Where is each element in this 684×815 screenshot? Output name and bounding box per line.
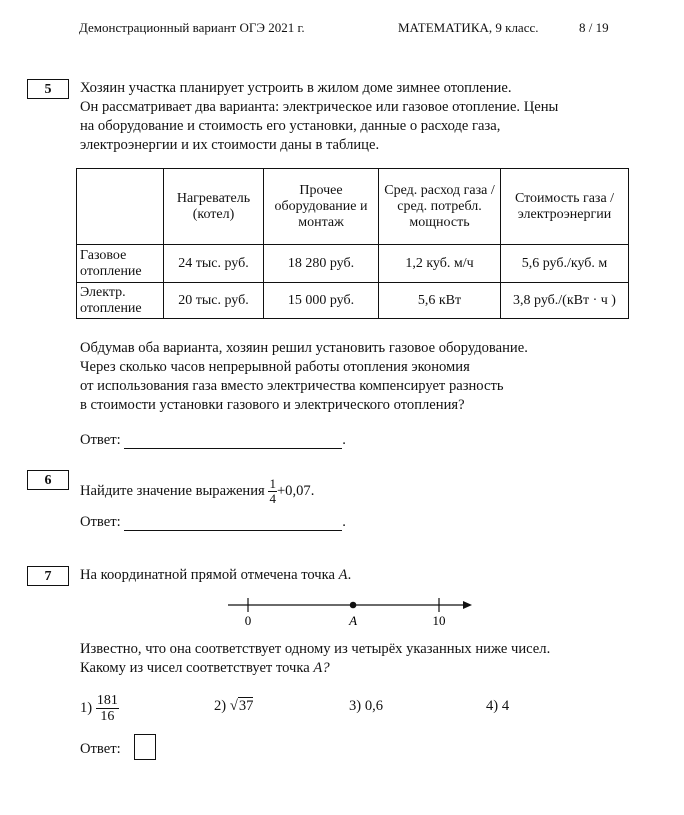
fraction-numerator: 1 xyxy=(269,476,276,492)
table-header-cell: Прочее оборудование и монтаж xyxy=(264,169,379,245)
answer-end: . xyxy=(342,514,346,530)
task-7-prompt: На координатной прямой отмечена точка xyxy=(80,567,335,583)
task-5-number: 5 xyxy=(27,79,69,99)
table-cell: 18 280 руб. xyxy=(264,245,379,283)
sqrt-icon: √ xyxy=(229,698,238,714)
table-header-cell: Сред. расход газа / сред. потребл. мощность xyxy=(379,169,501,245)
table-header-cell xyxy=(77,169,164,245)
task-5-line: электроэнергии и их стоимости даны в таблице. xyxy=(80,137,380,153)
task-7-number: 7 xyxy=(27,566,69,586)
task-7-question-text: Какому из чисел соответствует точка xyxy=(80,660,310,676)
option-value: 4 xyxy=(501,698,510,714)
table-header-cell: Стоимость газа / электроэнергии xyxy=(501,169,629,245)
answer-label: Ответ: xyxy=(80,514,121,530)
task-5-question-line: Обдумав оба варианта, хозяин решил установить газовое оборудование. xyxy=(80,340,528,356)
expression-end: . xyxy=(310,483,315,499)
task-5-table xyxy=(76,168,629,319)
table-cell: 20 тыс. руб. xyxy=(164,283,264,319)
header-left: Демонстрационный вариант ОГЭ 2021 г. xyxy=(79,20,305,35)
task-6-prompt: Найдите значение выражения xyxy=(80,483,265,499)
table-header-cell: Нагреватель (котел) xyxy=(164,169,264,245)
fraction xyxy=(268,477,277,506)
option-index: 4) xyxy=(486,698,499,714)
table-cell: 15 000 руб. xyxy=(264,283,379,319)
answer-label: Ответ: xyxy=(80,432,121,448)
task-7-question xyxy=(80,640,629,678)
point-a xyxy=(350,602,357,609)
option-3[interactable] xyxy=(349,698,383,715)
expression-rest: +0,07 xyxy=(276,483,311,499)
task-6-answer xyxy=(80,514,346,531)
point-name: A xyxy=(338,567,348,583)
answer-field[interactable] xyxy=(124,514,342,531)
task-5-question-line: Через сколько часов непрерывной работы отопления экономия xyxy=(80,359,470,375)
option-2[interactable] xyxy=(214,698,253,715)
task-6-number: 6 xyxy=(27,470,69,490)
table-header-row xyxy=(77,169,629,245)
task-5-question-line: от использования газа вместо электричества компенсирует разность xyxy=(80,378,504,394)
option-value: 0,6 xyxy=(364,698,384,714)
option-index: 3) xyxy=(349,698,362,714)
answer-box[interactable] xyxy=(134,734,156,760)
option-1-fraction xyxy=(96,693,119,724)
task-5-answer xyxy=(80,432,346,449)
fraction-denominator: 16 xyxy=(100,709,115,725)
point-a-label: A xyxy=(349,613,358,628)
answer-end: . xyxy=(342,432,346,448)
option-index: 2) xyxy=(214,698,227,714)
question-point: A? xyxy=(313,660,330,676)
task-7-answer-label: Ответ: xyxy=(80,741,121,757)
table-cell: 5,6 руб./куб. м xyxy=(501,245,629,283)
tick-label-0: 0 xyxy=(244,613,252,628)
table-cell: 3,8 руб./(кВт · ч ) xyxy=(501,283,629,319)
option-index: 1) xyxy=(80,700,93,716)
fraction-numerator: 181 xyxy=(96,693,118,709)
task-7-question-line-2 xyxy=(80,659,629,678)
header-page: 8 / 19 xyxy=(579,20,609,35)
header-subject: МАТЕМАТИКА, 9 класс. xyxy=(398,20,539,35)
task-5-question-line: в стоимости установки газового и электрического отопления? xyxy=(80,397,465,413)
sqrt-expression xyxy=(230,698,254,715)
option-4[interactable] xyxy=(486,698,509,715)
table-cell: 5,6 кВт xyxy=(379,283,501,319)
task-5-line: Он рассматривает два варианта: электрическое или газовое отопление. Цены xyxy=(80,99,559,115)
task-6-text xyxy=(80,476,314,506)
radicand: 37 xyxy=(238,698,254,714)
task-7-text xyxy=(80,567,351,584)
task-7-text-end: . xyxy=(347,567,352,583)
number-line xyxy=(220,590,490,630)
task-5-text xyxy=(80,79,629,155)
task-5-question xyxy=(80,339,629,415)
table-cell: 24 тыс. руб. xyxy=(164,245,264,283)
axis-arrow-icon xyxy=(463,601,472,609)
option-1[interactable] xyxy=(80,688,119,728)
table-cell: Газовое отопление xyxy=(77,245,164,283)
tick-label-10: 10 xyxy=(432,613,446,628)
task-5-line: на оборудование и стоимость его установки, данные о расходе газа, xyxy=(80,118,501,134)
answer-field[interactable] xyxy=(124,432,342,449)
table-cell: Электр. отопление xyxy=(77,283,164,319)
task-7-question-line: Известно, что она соответствует одному из четырёх указанных ниже чисел. xyxy=(80,641,551,657)
table-row xyxy=(77,245,629,283)
table-row xyxy=(77,283,629,319)
task-5-line: Хозяин участка планирует устроить в жилом доме зимнее отопление. xyxy=(80,80,512,96)
table-cell: 1,2 куб. м/ч xyxy=(379,245,501,283)
fraction-denominator: 4 xyxy=(269,491,276,507)
